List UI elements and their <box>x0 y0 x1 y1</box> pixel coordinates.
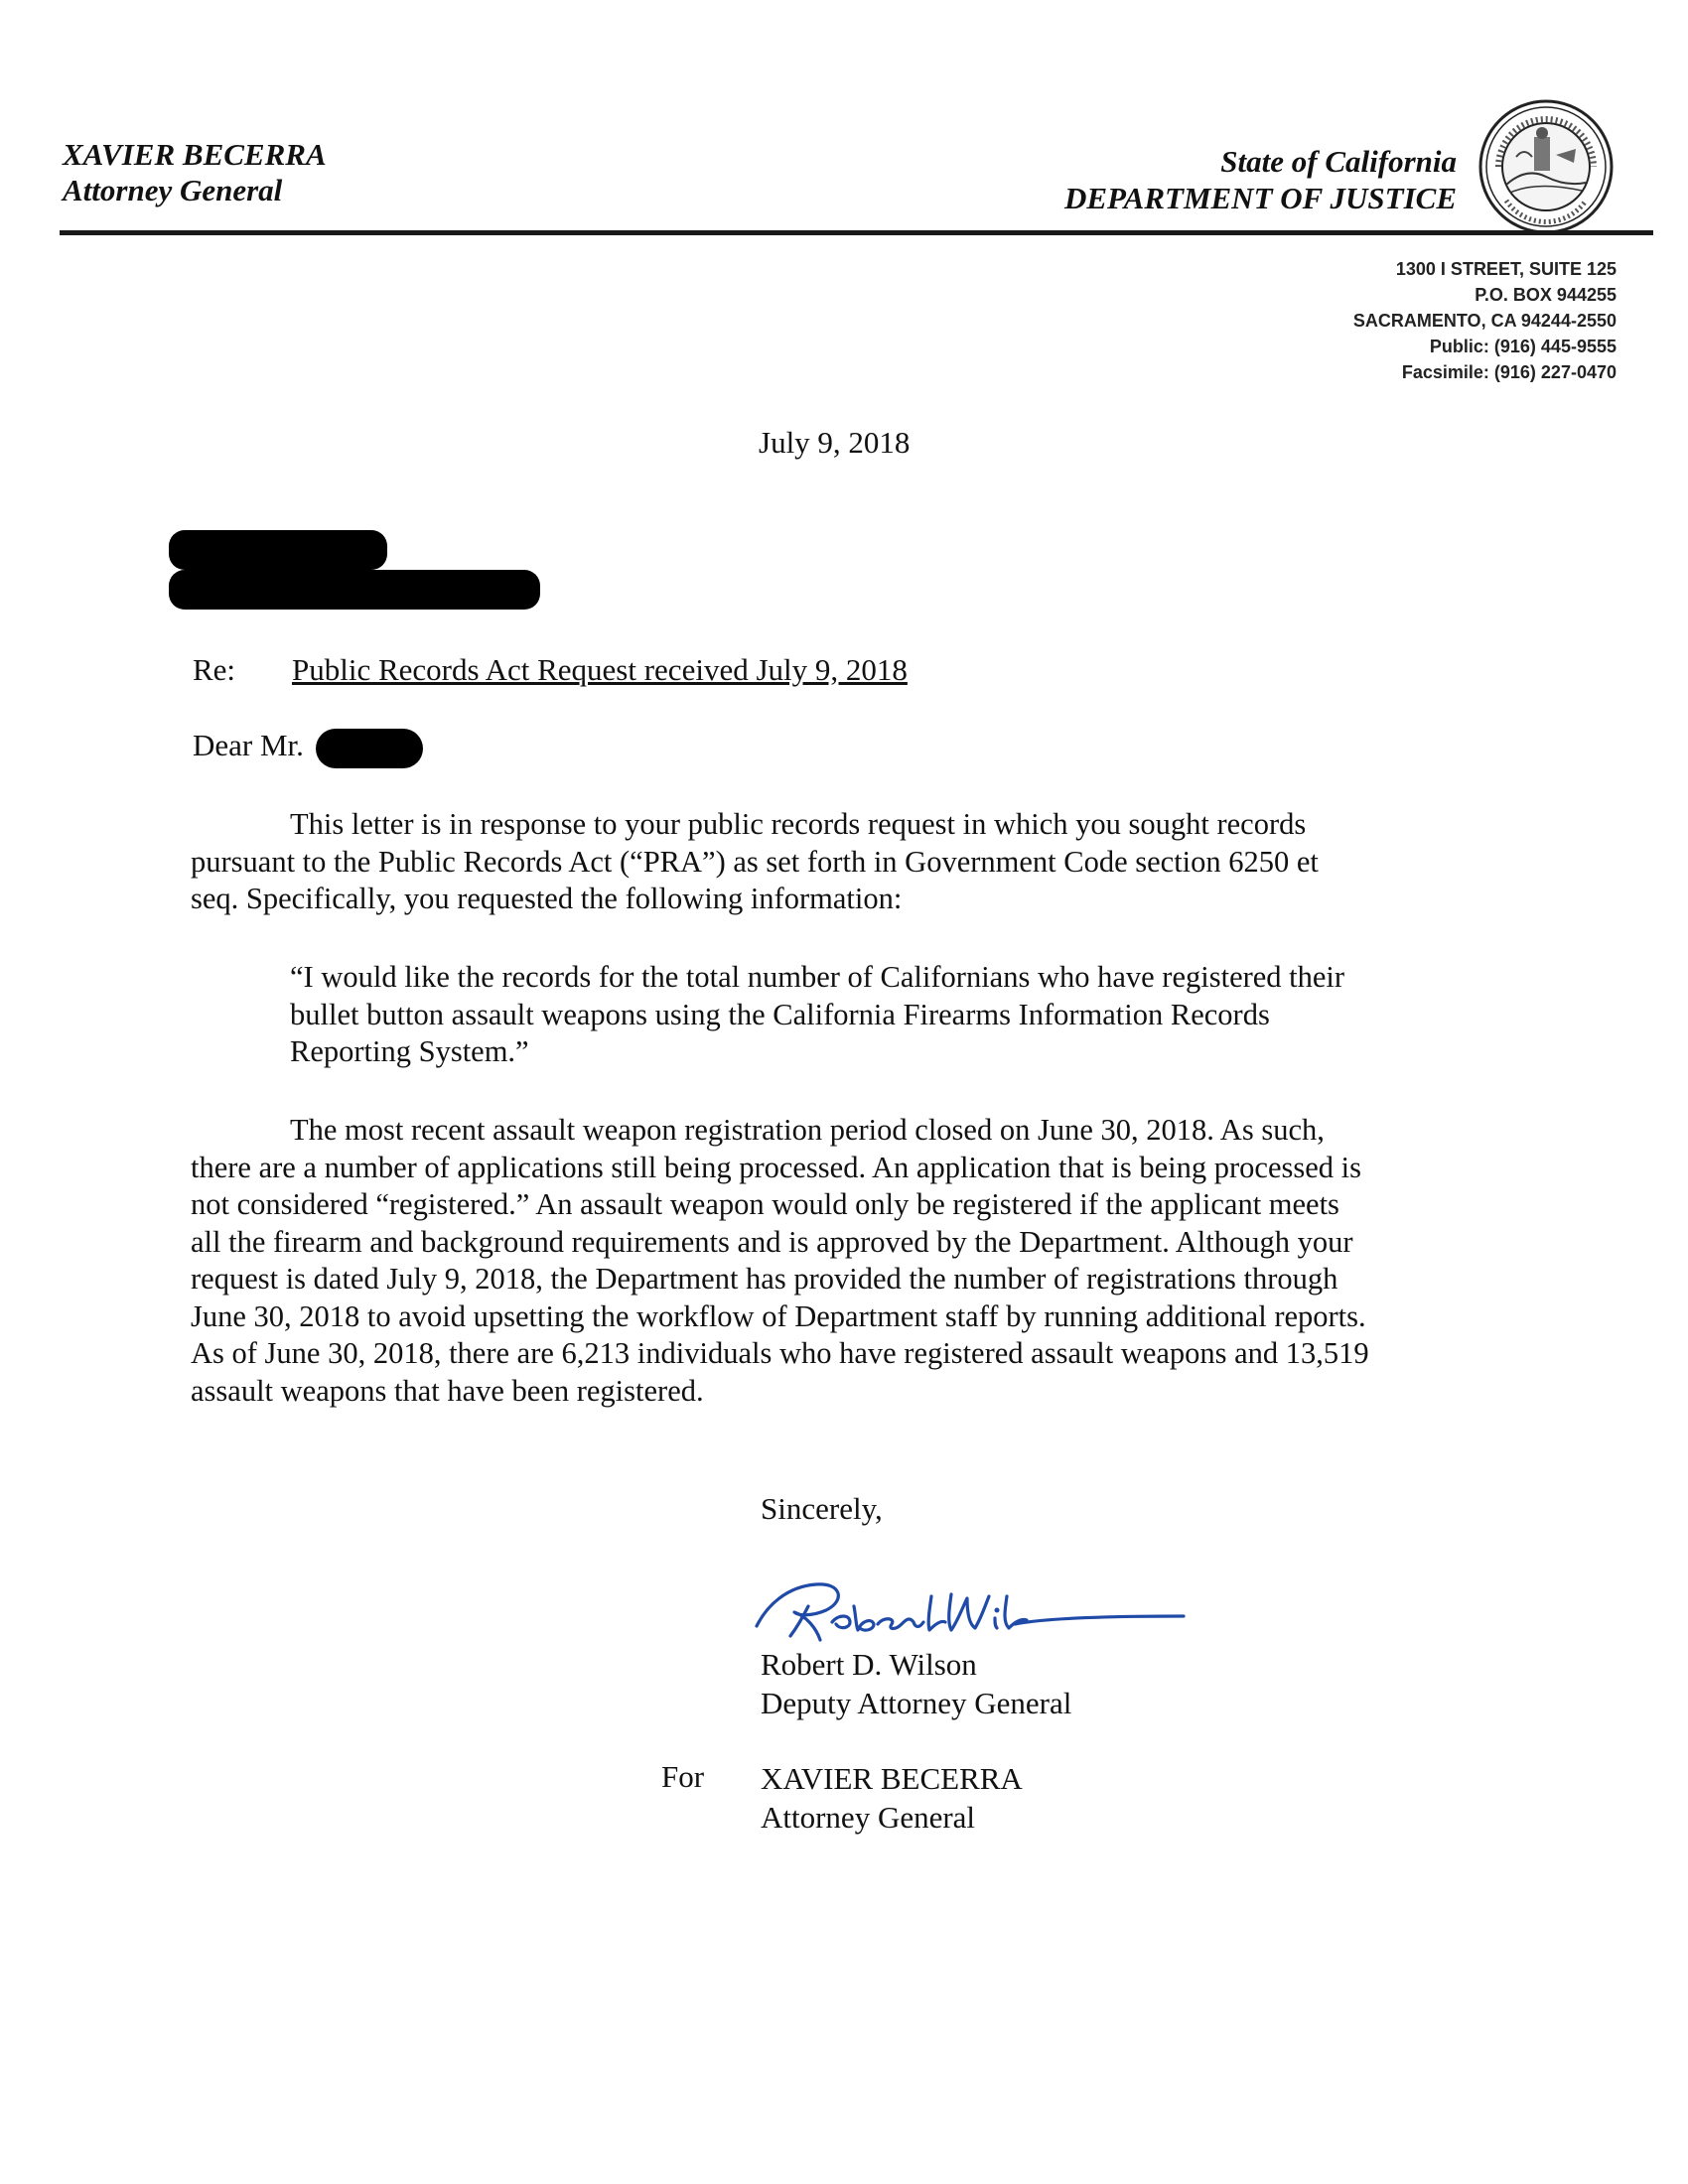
for-label: For <box>661 1759 705 1794</box>
paragraph-line: request is dated July 9, 2018, the Department has provided the number of registrations through <box>191 1262 1338 1296</box>
paragraph-line: This letter is in response to your public records request in which you sought records <box>290 807 1307 841</box>
address-fax: Facsimile: (916) 227-0470 <box>1401 362 1617 382</box>
department-address <box>1353 256 1617 385</box>
letterhead-right <box>1064 143 1457 216</box>
redacted-recipient-line-1 <box>169 530 387 570</box>
salutation: Dear Mr. <box>193 728 304 762</box>
paragraph-line: As of June 30, 2018, there are 6,213 individuals who have registered assault weapons and 13,519 <box>191 1336 1369 1370</box>
paragraph-line: assault weapons that have been registered. <box>191 1373 704 1408</box>
attorney-general-title: Attorney General <box>63 173 283 207</box>
quote-line: Reporting System.” <box>290 1034 529 1068</box>
paragraph-line: June 30, 2018 to avoid upsetting the workflow of Department staff by running additional reports. <box>191 1298 1366 1333</box>
address-public-phone: Public: (916) 445-9555 <box>1429 337 1617 356</box>
quoted-request <box>290 959 1481 1071</box>
paragraph-response <box>191 1112 1501 1410</box>
address-city: SACRAMENTO, CA 94244-2550 <box>1352 311 1617 331</box>
paragraph-line: seq. Specifically, you requested the following information: <box>191 882 903 915</box>
letterhead-left <box>63 137 327 208</box>
signer-name: Robert D. Wilson <box>761 1647 977 1682</box>
state-seal-icon <box>1477 97 1616 236</box>
quote-line: “I would like the records for the total number of Californians who have registered their <box>290 960 1345 994</box>
attorney-general-name: XAVIER BECERRA <box>63 137 327 172</box>
handwritten-signature <box>747 1567 1203 1656</box>
state-name: State of California <box>1220 144 1457 179</box>
closing: Sincerely, <box>761 1491 883 1526</box>
letter-date: July 9, 2018 <box>759 425 911 460</box>
signer-title: Deputy Attorney General <box>761 1686 1072 1720</box>
signer-block <box>761 1645 1071 1722</box>
department-name: DEPARTMENT OF JUSTICE <box>1063 181 1457 215</box>
header-rule <box>60 230 1653 235</box>
paragraph-line: there are a number of applications still being processed. An application that is being processed is <box>191 1150 1362 1184</box>
paragraph-line: The most recent assault weapon registration period closed on June 30, 2018. As such, <box>290 1113 1325 1147</box>
redacted-recipient-line-2 <box>169 570 540 610</box>
redacted-recipient-name <box>316 729 423 768</box>
address-po-box: P.O. BOX 944255 <box>1475 285 1617 305</box>
for-block <box>761 1759 1023 1837</box>
paragraph-line: pursuant to the Public Records Act (“PRA”) as set forth in Government Code section 6250 et <box>191 844 1319 879</box>
re-subject: Public Records Act Request received July 9, 2018 <box>292 652 908 687</box>
quote-line: bullet button assault weapons using the California Firearms Information Records <box>290 997 1270 1031</box>
paragraph-line: all the firearm and background requirements and is approved by the Department. Although your <box>191 1224 1353 1259</box>
re-label: Re: <box>193 652 236 687</box>
for-name: XAVIER BECERRA <box>761 1761 1023 1796</box>
paragraph-line: not considered “registered.” An assault weapon would only be registered if the applicant meets <box>191 1187 1339 1221</box>
for-title: Attorney General <box>761 1800 976 1835</box>
address-street: 1300 I STREET, SUITE 125 <box>1395 259 1617 279</box>
paragraph-request <box>191 806 1501 918</box>
